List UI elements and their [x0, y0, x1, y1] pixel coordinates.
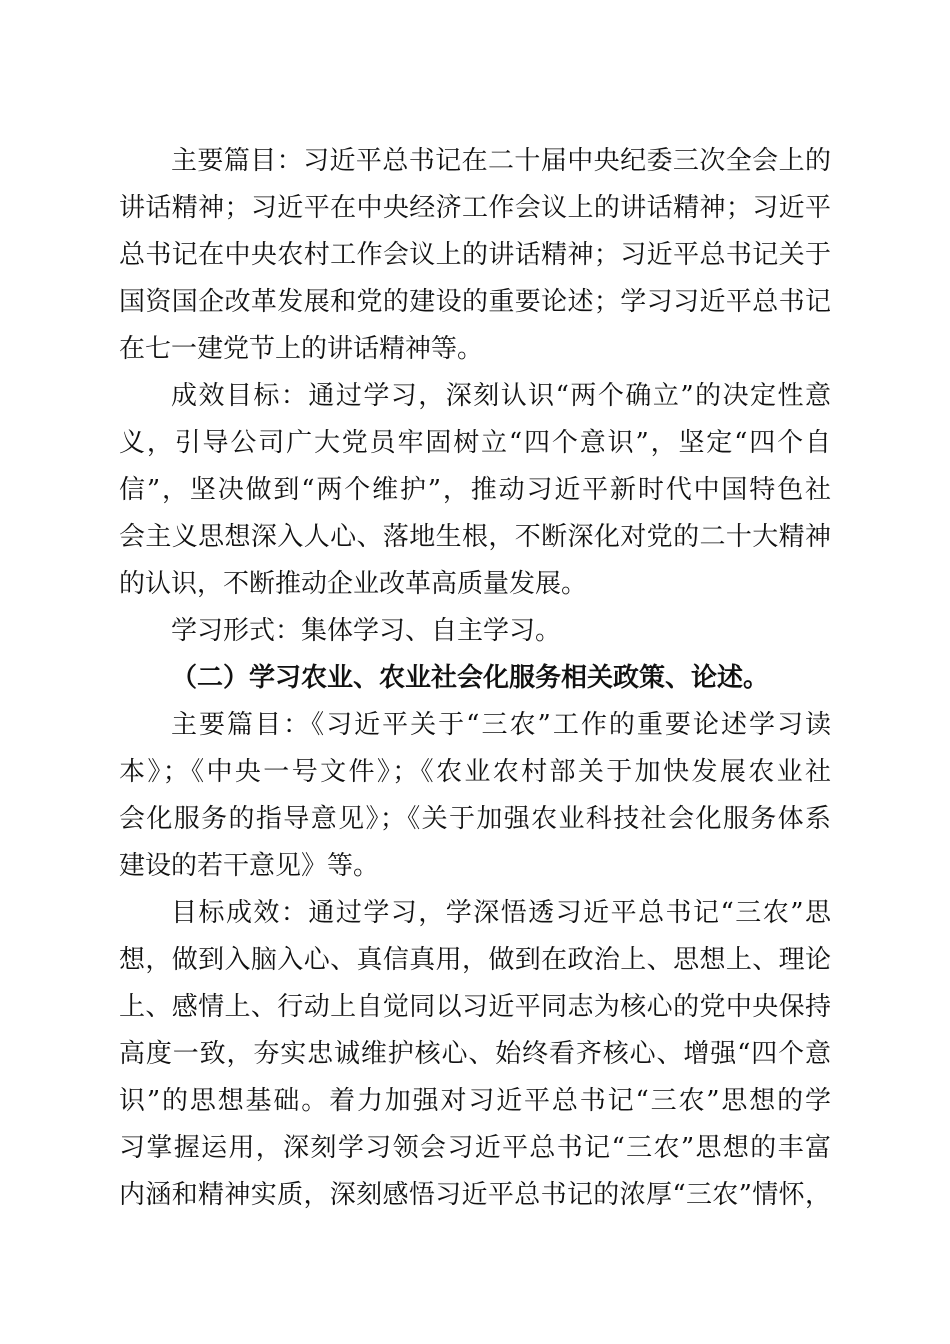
paragraph-target-effects-line-4: 高度一致，夯实忠诚维护核心、始终看齐核心、增强“四个意 [119, 1039, 831, 1069]
paragraph-study-form: 学习形式：集体学习、自主学习。 [171, 616, 562, 646]
paragraph-main-articles-line-3: 总书记在中央农村工作会议上的讲话精神；习近平总书记关于 [119, 240, 831, 270]
paragraph-main-articles-line-5: 在七一建党节上的讲话精神等。 [119, 334, 484, 364]
paragraph-main-articles-2-line-2: 本》；《中央一号文件》；《农业农村部关于加快发展农业社 [119, 757, 831, 787]
paragraph-target-effects-line-3: 上、感情上、行动上自觉同以习近平同志为核心的党中央保持 [119, 992, 831, 1022]
section-heading-2: （二）学习农业、农业社会化服务相关政策、论述。 [171, 663, 770, 693]
paragraph-main-articles-line-4: 国资国企改革发展和党的建设的重要论述；学习习近平总书记 [119, 287, 831, 317]
paragraph-main-articles-2-line-1: 主要篇目：《习近平关于“三农”工作的重要论述学习读 [171, 710, 831, 740]
paragraph-target-effects-line-5: 识”的思想基础。着力加强对习近平总书记“三农”思想的学 [119, 1086, 831, 1116]
paragraph-main-articles-line-1: 主要篇目：习近平总书记在二十届中央纪委三次全会上的 [171, 146, 831, 176]
paragraph-main-articles-2-line-4: 建设的若干意见》等。 [119, 851, 380, 881]
paragraph-target-effects-line-7: 内涵和精神实质，深刻感悟习近平总书记的浓厚“三农”情怀， [119, 1180, 831, 1210]
paragraph-main-articles-2-line-3: 会化服务的指导意见》；《关于加强农业科技社会化服务体系 [119, 804, 831, 834]
paragraph-goals-line-4: 会主义思想深入人心、落地生根，不断深化对党的二十大精神 [119, 522, 831, 552]
paragraph-target-effects-line-6: 习掌握运用，深刻学习领会习近平总书记“三农”思想的丰富 [119, 1133, 831, 1163]
paragraph-goals-line-2: 义，引导公司广大党员牢固树立“四个意识”，坚定“四个自 [119, 428, 831, 458]
paragraph-target-effects-line-2: 想，做到入脑入心、真信真用，做到在政治上、思想上、理论 [119, 945, 831, 975]
paragraph-target-effects-line-1: 目标成效：通过学习，学深悟透习近平总书记“三农”思 [171, 898, 831, 928]
paragraph-main-articles-line-2: 讲话精神；习近平在中央经济工作会议上的讲话精神；习近平 [119, 193, 831, 223]
paragraph-goals-line-1: 成效目标：通过学习，深刻认识“两个确立”的决定性意 [171, 381, 831, 411]
paragraph-goals-line-3: 信”，坚决做到“两个维护”，推动习近平新时代中国特色社 [119, 475, 831, 505]
paragraph-goals-line-5: 的认识，不断推动企业改革高质量发展。 [119, 569, 588, 599]
